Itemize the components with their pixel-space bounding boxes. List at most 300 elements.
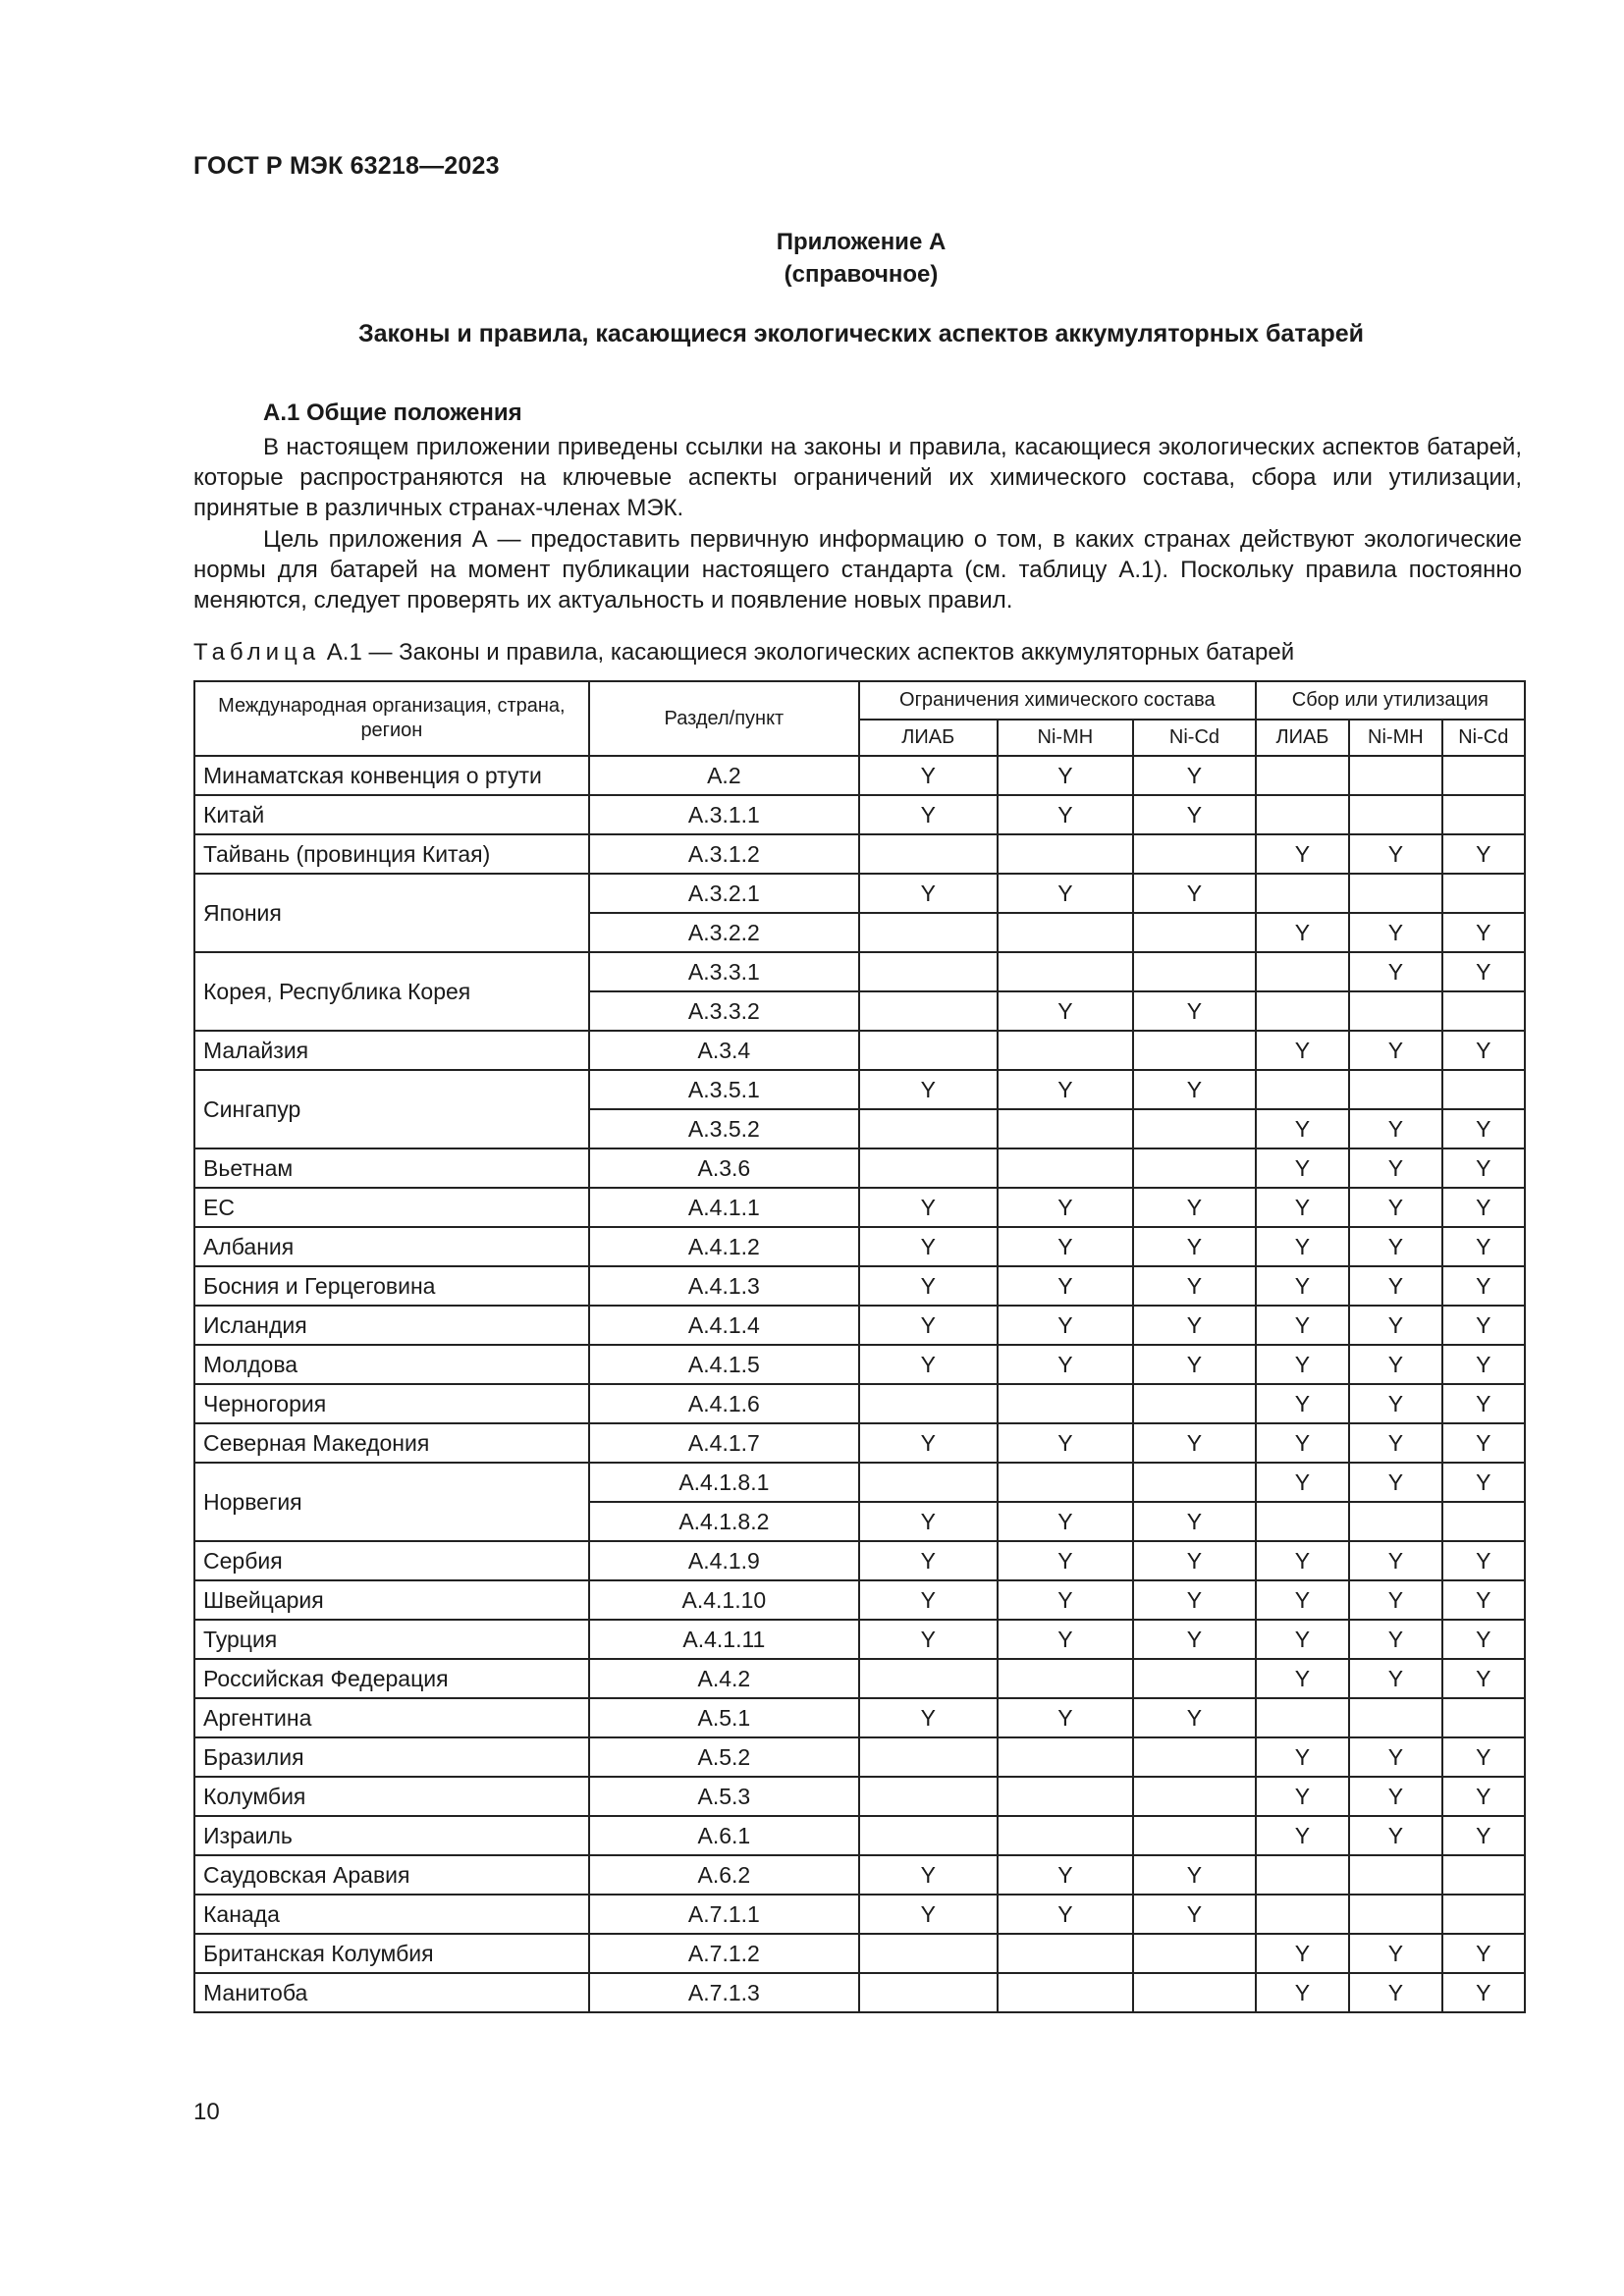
table-caption-text: А.1 — Законы и правила, касающиеся экологических аспектов аккумуляторных батарей	[326, 639, 1295, 666]
cell-mark	[859, 1934, 998, 1973]
cell-mark: Y	[1256, 1423, 1349, 1463]
cell-mark: Y	[1256, 1777, 1349, 1816]
cell-mark: Y	[1349, 1541, 1441, 1580]
table-row	[194, 1934, 1525, 1973]
header-collect-group: Сбор или утилизация	[1256, 681, 1525, 720]
cell-mark: Y	[1256, 1580, 1349, 1620]
table-row	[194, 1973, 1525, 2012]
cell-mark: Y	[1256, 1620, 1349, 1659]
cell-section: А.4.1.1	[589, 1188, 859, 1227]
header-org: Международная организация, страна, регион	[194, 681, 589, 756]
cell-mark	[998, 1973, 1134, 2012]
cell-mark	[1349, 1698, 1441, 1737]
cell-mark	[1133, 1148, 1256, 1188]
cell-mark: Y	[1442, 952, 1525, 991]
page-number: 10	[193, 2099, 220, 2125]
cell-mark	[1256, 1070, 1349, 1109]
cell-country: Исландия	[194, 1306, 589, 1345]
cell-mark: Y	[859, 1266, 998, 1306]
cell-mark	[1133, 1777, 1256, 1816]
cell-mark	[1256, 952, 1349, 991]
table-row	[194, 952, 1525, 991]
cell-mark	[998, 1031, 1134, 1070]
cell-section: А.3.5.1	[589, 1070, 859, 1109]
cell-mark	[1442, 1502, 1525, 1541]
cell-mark: Y	[1256, 1934, 1349, 1973]
cell-mark: Y	[1442, 834, 1525, 874]
cell-mark	[1133, 1816, 1256, 1855]
cell-country: Албания	[194, 1227, 589, 1266]
cell-mark	[1133, 1463, 1256, 1502]
cell-mark	[1442, 1895, 1525, 1934]
cell-mark: Y	[1133, 1306, 1256, 1345]
cell-mark: Y	[998, 1227, 1134, 1266]
cell-mark: Y	[1133, 1541, 1256, 1580]
cell-mark: Y	[1256, 1306, 1349, 1345]
cell-section: А.3.4	[589, 1031, 859, 1070]
cell-mark: Y	[1133, 1698, 1256, 1737]
cell-mark: Y	[998, 874, 1134, 913]
cell-mark: Y	[1442, 1306, 1525, 1345]
cell-mark	[859, 952, 998, 991]
cell-mark	[1442, 1698, 1525, 1737]
cell-mark: Y	[1442, 1463, 1525, 1502]
cell-mark	[1133, 1934, 1256, 1973]
cell-section: А.7.1.1	[589, 1895, 859, 1934]
cell-section: А.4.1.6	[589, 1384, 859, 1423]
cell-country: Молдова	[194, 1345, 589, 1384]
cell-mark: Y	[1256, 1659, 1349, 1698]
cell-mark: Y	[1256, 1541, 1349, 1580]
table-row	[194, 756, 1525, 795]
cell-mark: Y	[1442, 1580, 1525, 1620]
cell-mark	[1256, 1698, 1349, 1737]
table-row	[194, 1031, 1525, 1070]
cell-mark: Y	[1349, 1148, 1441, 1188]
cell-country: Саудовская Аравия	[194, 1855, 589, 1895]
cell-mark: Y	[859, 1227, 998, 1266]
cell-mark	[1256, 1502, 1349, 1541]
cell-section: А.4.1.2	[589, 1227, 859, 1266]
cell-mark: Y	[1349, 1227, 1441, 1266]
regulations-table	[193, 680, 1526, 2013]
cell-mark: Y	[1442, 1777, 1525, 1816]
cell-mark: Y	[1349, 1345, 1441, 1384]
cell-country: Вьетнам	[194, 1148, 589, 1188]
cell-mark: Y	[998, 1895, 1134, 1934]
cell-country: Китай	[194, 795, 589, 834]
cell-mark: Y	[998, 1620, 1134, 1659]
header-section: Раздел/пункт	[589, 681, 859, 756]
cell-mark	[859, 991, 998, 1031]
table-row	[194, 1148, 1525, 1188]
cell-mark: Y	[1256, 1384, 1349, 1423]
table-row	[194, 1895, 1525, 1934]
table-row	[194, 1737, 1525, 1777]
cell-mark: Y	[998, 1345, 1134, 1384]
cell-mark: Y	[1133, 1070, 1256, 1109]
table-row	[194, 1345, 1525, 1384]
cell-country: Швейцария	[194, 1580, 589, 1620]
cell-mark: Y	[1133, 1855, 1256, 1895]
cell-mark	[998, 1659, 1134, 1698]
cell-mark: Y	[1442, 1109, 1525, 1148]
table-row	[194, 1816, 1525, 1855]
header-sub: Ni-MH	[998, 720, 1134, 756]
cell-country: Израиль	[194, 1816, 589, 1855]
cell-mark: Y	[998, 1188, 1134, 1227]
cell-mark	[1133, 1031, 1256, 1070]
cell-country: Норвегия	[194, 1463, 589, 1541]
cell-mark	[859, 1973, 998, 2012]
cell-mark: Y	[1442, 1031, 1525, 1070]
header-chem-group: Ограничения химического состава	[859, 681, 1256, 720]
cell-mark	[998, 1384, 1134, 1423]
cell-mark: Y	[859, 1541, 998, 1580]
cell-mark	[859, 1659, 998, 1698]
cell-mark: Y	[998, 1855, 1134, 1895]
cell-mark: Y	[1442, 1384, 1525, 1423]
cell-section: А.4.1.7	[589, 1423, 859, 1463]
cell-section: А.3.2.1	[589, 874, 859, 913]
cell-section: А.3.5.2	[589, 1109, 859, 1148]
cell-section: А.4.1.10	[589, 1580, 859, 1620]
cell-mark: Y	[1256, 1266, 1349, 1306]
cell-mark: Y	[1349, 1109, 1441, 1148]
table-row	[194, 1620, 1525, 1659]
cell-mark: Y	[1256, 1816, 1349, 1855]
cell-mark: Y	[1442, 1423, 1525, 1463]
cell-mark	[998, 834, 1134, 874]
cell-mark: Y	[1349, 1580, 1441, 1620]
cell-section: А.7.1.2	[589, 1934, 859, 1973]
paragraph-2: Цель приложения А — предоставить первичную информацию о том, в каких странах действуют экологические нормы для батарей на момент публикации настоящего стандарта (см. таблицу А.1). Поскольку правила постоянно меняются, следует проверять их актуальность и появление новых правил.	[193, 526, 1522, 614]
cell-mark	[1256, 874, 1349, 913]
cell-mark: Y	[859, 1306, 998, 1345]
table-row	[194, 1698, 1525, 1737]
cell-mark: Y	[859, 1070, 998, 1109]
cell-mark	[1133, 1973, 1256, 2012]
cell-mark	[1349, 1895, 1441, 1934]
table-row	[194, 1227, 1525, 1266]
cell-mark: Y	[1133, 1188, 1256, 1227]
cell-mark: Y	[859, 1188, 998, 1227]
cell-mark	[1133, 1659, 1256, 1698]
cell-mark: Y	[1256, 1188, 1349, 1227]
cell-mark	[1442, 1070, 1525, 1109]
cell-country: Российская Федерация	[194, 1659, 589, 1698]
cell-mark: Y	[998, 1502, 1134, 1541]
cell-mark: Y	[998, 1541, 1134, 1580]
cell-section: А.4.1.4	[589, 1306, 859, 1345]
cell-mark: Y	[1256, 913, 1349, 952]
cell-mark: Y	[859, 1855, 998, 1895]
cell-mark: Y	[1256, 1148, 1349, 1188]
cell-mark	[1442, 756, 1525, 795]
cell-mark: Y	[859, 1580, 998, 1620]
cell-mark	[859, 1384, 998, 1423]
cell-mark	[1349, 1070, 1441, 1109]
cell-mark	[1442, 874, 1525, 913]
cell-mark	[998, 1934, 1134, 1973]
cell-mark: Y	[1442, 1737, 1525, 1777]
cell-mark: Y	[1442, 1816, 1525, 1855]
cell-mark	[859, 834, 998, 874]
cell-mark: Y	[1256, 1109, 1349, 1148]
cell-mark: Y	[1349, 1973, 1441, 2012]
cell-country: Корея, Республика Корея	[194, 952, 589, 1031]
cell-section: А.3.3.1	[589, 952, 859, 991]
cell-mark	[1349, 874, 1441, 913]
cell-mark: Y	[998, 1070, 1134, 1109]
cell-mark	[998, 1777, 1134, 1816]
cell-mark: Y	[1442, 1227, 1525, 1266]
cell-mark: Y	[1442, 1620, 1525, 1659]
table-body	[194, 756, 1525, 2012]
cell-mark	[1349, 795, 1441, 834]
cell-mark	[1256, 756, 1349, 795]
cell-section: А.3.1.2	[589, 834, 859, 874]
cell-mark: Y	[859, 756, 998, 795]
cell-mark	[1256, 1855, 1349, 1895]
cell-mark	[998, 1109, 1134, 1148]
header-sub: Ni-Cd	[1133, 720, 1256, 756]
cell-country: Аргентина	[194, 1698, 589, 1737]
cell-mark: Y	[859, 1620, 998, 1659]
cell-mark	[998, 952, 1134, 991]
cell-country: Манитоба	[194, 1973, 589, 2012]
cell-mark: Y	[859, 1345, 998, 1384]
cell-mark: Y	[1349, 1934, 1441, 1973]
cell-mark: Y	[1442, 1659, 1525, 1698]
table-row	[194, 1266, 1525, 1306]
cell-country: Бразилия	[194, 1737, 589, 1777]
cell-mark	[859, 1777, 998, 1816]
cell-mark: Y	[998, 1423, 1134, 1463]
cell-mark: Y	[1349, 1816, 1441, 1855]
cell-mark	[1133, 952, 1256, 991]
table-row	[194, 834, 1525, 874]
cell-mark	[859, 1148, 998, 1188]
cell-mark: Y	[1133, 991, 1256, 1031]
section-heading: А.1 Общие положения	[263, 400, 522, 426]
cell-mark: Y	[859, 795, 998, 834]
cell-mark	[1133, 1109, 1256, 1148]
cell-mark: Y	[1133, 795, 1256, 834]
cell-mark: Y	[1133, 1580, 1256, 1620]
cell-section: А.3.2.2	[589, 913, 859, 952]
cell-country: Сербия	[194, 1541, 589, 1580]
cell-mark: Y	[1349, 1463, 1441, 1502]
cell-section: А.3.6	[589, 1148, 859, 1188]
cell-mark	[1349, 1502, 1441, 1541]
table-row	[194, 1188, 1525, 1227]
cell-mark	[1256, 1895, 1349, 1934]
cell-mark: Y	[1256, 1345, 1349, 1384]
cell-mark: Y	[1442, 1934, 1525, 1973]
cell-mark	[1442, 795, 1525, 834]
cell-mark	[998, 913, 1134, 952]
cell-country: Сингапур	[194, 1070, 589, 1148]
cell-mark: Y	[998, 991, 1134, 1031]
cell-mark	[1442, 991, 1525, 1031]
cell-mark: Y	[1256, 1031, 1349, 1070]
cell-country: Малайзия	[194, 1031, 589, 1070]
cell-mark	[1133, 1737, 1256, 1777]
cell-mark	[1133, 913, 1256, 952]
cell-mark	[1349, 991, 1441, 1031]
cell-section: А.7.1.3	[589, 1973, 859, 2012]
cell-mark	[1133, 1384, 1256, 1423]
cell-country: Турция	[194, 1620, 589, 1659]
appendix-status: (справочное)	[784, 261, 939, 288]
cell-mark: Y	[1349, 913, 1441, 952]
cell-mark	[859, 1031, 998, 1070]
table-row	[194, 1659, 1525, 1698]
cell-mark: Y	[1442, 1973, 1525, 2012]
cell-mark: Y	[1442, 913, 1525, 952]
cell-mark: Y	[1256, 834, 1349, 874]
cell-section: А.4.1.8.2	[589, 1502, 859, 1541]
cell-mark: Y	[1349, 1659, 1441, 1698]
cell-country: ЕС	[194, 1188, 589, 1227]
cell-country: Северная Македония	[194, 1423, 589, 1463]
cell-section: А.6.1	[589, 1816, 859, 1855]
cell-mark: Y	[1349, 1777, 1441, 1816]
cell-country: Британская Колумбия	[194, 1934, 589, 1973]
cell-country: Колумбия	[194, 1777, 589, 1816]
cell-mark: Y	[1133, 874, 1256, 913]
cell-section: А.4.2	[589, 1659, 859, 1698]
appendix-subject	[0, 320, 1624, 348]
cell-mark	[1442, 1855, 1525, 1895]
table-row	[194, 1070, 1525, 1109]
cell-mark: Y	[998, 1698, 1134, 1737]
table-row	[194, 1306, 1525, 1345]
cell-mark: Y	[998, 1266, 1134, 1306]
cell-mark	[1256, 795, 1349, 834]
cell-mark	[859, 1109, 998, 1148]
cell-section: А.3.1.1	[589, 795, 859, 834]
cell-mark: Y	[859, 1502, 998, 1541]
cell-mark: Y	[1349, 1423, 1441, 1463]
cell-section: А.5.1	[589, 1698, 859, 1737]
cell-mark	[1133, 834, 1256, 874]
cell-mark: Y	[1442, 1345, 1525, 1384]
cell-mark	[859, 1463, 998, 1502]
header-sub: ЛИАБ	[859, 720, 998, 756]
table-row	[194, 795, 1525, 834]
table-row	[194, 1580, 1525, 1620]
cell-mark	[998, 1463, 1134, 1502]
table-row	[194, 1541, 1525, 1580]
cell-mark: Y	[1349, 1737, 1441, 1777]
cell-mark: Y	[1133, 1266, 1256, 1306]
cell-country: Япония	[194, 874, 589, 952]
cell-mark: Y	[1256, 1973, 1349, 2012]
header-sub: Ni-MH	[1349, 720, 1441, 756]
table-row	[194, 1463, 1525, 1502]
cell-section: А.4.1.11	[589, 1620, 859, 1659]
table-row	[194, 1855, 1525, 1895]
cell-mark: Y	[1256, 1737, 1349, 1777]
cell-mark: Y	[998, 795, 1134, 834]
table-row	[194, 874, 1525, 913]
cell-mark: Y	[1133, 1895, 1256, 1934]
appendix-title: Приложение А	[776, 229, 947, 255]
appendix-title-block	[0, 226, 1624, 291]
cell-mark: Y	[1133, 1502, 1256, 1541]
cell-mark: Y	[859, 1895, 998, 1934]
cell-mark: Y	[859, 1423, 998, 1463]
cell-mark: Y	[1442, 1148, 1525, 1188]
cell-country: Минаматская конвенция о ртути	[194, 756, 589, 795]
cell-section: А.4.1.5	[589, 1345, 859, 1384]
cell-section: А.3.3.2	[589, 991, 859, 1031]
cell-mark	[1349, 756, 1441, 795]
cell-mark: Y	[1442, 1188, 1525, 1227]
cell-mark: Y	[1256, 1463, 1349, 1502]
header-sub: Ni-Cd	[1442, 720, 1525, 756]
cell-mark	[859, 1737, 998, 1777]
cell-mark: Y	[1133, 1345, 1256, 1384]
cell-mark	[998, 1148, 1134, 1188]
cell-mark: Y	[1349, 1031, 1441, 1070]
cell-section: А.5.3	[589, 1777, 859, 1816]
appendix-subject-text: Законы и правила, касающиеся экологических аспектов аккумуляторных батарей	[357, 320, 1365, 347]
table-caption-label: Таблица	[193, 639, 321, 666]
paragraph-1: В настоящем приложении приведены ссылки на законы и правила, касающиеся экологических аспектов батарей, которые распространяются на ключевые аспекты ограничений их химического состава, сбора или утилизации, принятые в различных странах-членах МЭК.	[193, 434, 1522, 521]
cell-mark: Y	[859, 874, 998, 913]
cell-mark: Y	[1442, 1266, 1525, 1306]
cell-mark: Y	[998, 1580, 1134, 1620]
cell-mark: Y	[1349, 1266, 1441, 1306]
cell-country: Канада	[194, 1895, 589, 1934]
cell-mark	[1349, 1855, 1441, 1895]
cell-mark: Y	[1349, 1384, 1441, 1423]
cell-section: А.2	[589, 756, 859, 795]
document-header: ГОСТ Р МЭК 63218—2023	[193, 152, 500, 180]
cell-mark: Y	[1133, 756, 1256, 795]
cell-section: А.4.1.8.1	[589, 1463, 859, 1502]
header-sub: ЛИАБ	[1256, 720, 1349, 756]
cell-section: А.4.1.9	[589, 1541, 859, 1580]
cell-section: А.5.2	[589, 1737, 859, 1777]
cell-mark	[998, 1816, 1134, 1855]
cell-mark: Y	[1133, 1227, 1256, 1266]
cell-mark: Y	[1349, 952, 1441, 991]
cell-mark: Y	[1256, 1227, 1349, 1266]
cell-mark: Y	[1349, 834, 1441, 874]
cell-country: Черногория	[194, 1384, 589, 1423]
cell-mark: Y	[1349, 1188, 1441, 1227]
cell-mark: Y	[1349, 1306, 1441, 1345]
cell-mark: Y	[1133, 1620, 1256, 1659]
cell-mark: Y	[998, 756, 1134, 795]
cell-section: А.6.2	[589, 1855, 859, 1895]
table-caption	[193, 639, 1294, 667]
cell-mark: Y	[1133, 1423, 1256, 1463]
cell-mark: Y	[859, 1698, 998, 1737]
table-row	[194, 1423, 1525, 1463]
table-row	[194, 1777, 1525, 1816]
cell-mark	[859, 913, 998, 952]
cell-mark	[998, 1737, 1134, 1777]
table-row	[194, 1384, 1525, 1423]
cell-mark: Y	[998, 1306, 1134, 1345]
cell-mark: Y	[1442, 1541, 1525, 1580]
cell-mark	[1256, 991, 1349, 1031]
